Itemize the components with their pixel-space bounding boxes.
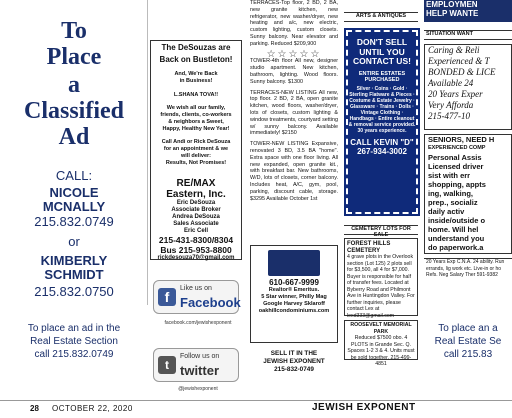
ad-line: home. Will hel bbox=[428, 225, 479, 234]
ad-paragraph bbox=[151, 139, 241, 167]
issue-date: OCTOBER 22, 2020 bbox=[52, 404, 133, 413]
ad-headline: DON'T SELL bbox=[356, 37, 408, 47]
ad-line: Very Afforda bbox=[428, 100, 474, 110]
phone-number[interactable]: 267-934-3002 bbox=[357, 146, 407, 156]
twitter-badge[interactable] bbox=[153, 348, 239, 382]
harvey-logo bbox=[268, 250, 320, 276]
real-estate-note bbox=[0, 322, 148, 372]
note-line: Real Estate Se bbox=[434, 336, 502, 347]
ad-paragraph bbox=[151, 105, 241, 133]
ad-line: in Business! bbox=[179, 78, 213, 84]
twitter-icon: t bbox=[158, 356, 176, 374]
email-link[interactable]: rickdesouza70@gmail.com bbox=[157, 255, 235, 261]
phone-number[interactable]: 215-477-10 bbox=[428, 111, 470, 121]
agent-last-name: SCHMIDT bbox=[44, 267, 104, 282]
section-header: SITUATION WANT bbox=[424, 30, 512, 40]
headline-word: To bbox=[61, 18, 87, 44]
agent-name: Eric Cell bbox=[183, 228, 208, 234]
ad-title: FOREST HILLS CEMETERY bbox=[347, 241, 391, 254]
header-line: EMPLOYMEN bbox=[426, 0, 478, 9]
footer-divider bbox=[0, 400, 512, 401]
listing-item: TOWER-NEW LISTING Expansive, renovated 3 BD, 3.5 BA "home". Extra space with one floor living. All new expanded, open granite kit., with breakfast bar. New bathrooms, W/D, lots of closets, corner balcony. Includes heat, A/C, gym, pool, parking, discount cable, storage. $3295 Available October 1st bbox=[250, 141, 338, 202]
sell-it-box bbox=[250, 350, 338, 388]
agent-first-name: NICOLE bbox=[49, 185, 99, 200]
ad-subhead: ENTIRE ESTATES bbox=[358, 70, 406, 77]
seniors-ad bbox=[424, 134, 512, 254]
facebook-url[interactable]: facebook.com/jewishexponent bbox=[164, 320, 232, 326]
ad-line: We wish all our family, bbox=[166, 105, 226, 111]
ad-line: sist with err bbox=[428, 171, 471, 180]
ad-subhead: PURCHASED bbox=[364, 77, 400, 83]
ad-list: Silver · Coins · Gold · Sterling Flatware & Pieces · Costume & Estate Jewelry · Glassware · Trains · Dolls · Vintage Clothing · Handbags · Entire cleanout & removal service provided. 30 years experience. bbox=[348, 85, 416, 134]
ad-line: understand you bbox=[428, 234, 485, 243]
facebook-label: Facebook bbox=[180, 295, 241, 310]
agent-phone[interactable]: 215.832.0750 bbox=[34, 284, 114, 299]
note-line: Real Estate Section bbox=[30, 336, 118, 347]
agent-name: Eric DeSouza bbox=[176, 200, 216, 206]
ad-line: SELL IT IN THE bbox=[270, 350, 318, 357]
remax-title: Eastern, Inc. bbox=[166, 189, 226, 200]
roosevelt-ad bbox=[344, 320, 418, 367]
ad-line: 20 Years Exper bbox=[428, 89, 483, 99]
ad-paragraph bbox=[151, 71, 241, 99]
ad-line: JEWISH EXPONENT bbox=[263, 358, 325, 365]
ad-body: Reduced $7500 obo. 4 PLOTS in Grande Sec. Q. Spaces 1-2 3 & 4. Units must be sold together. 215-499-4851 bbox=[347, 335, 415, 367]
ad-line: will deliver: bbox=[181, 153, 211, 159]
ad-headline: UNTIL YOU bbox=[359, 46, 405, 57]
note-line: call 215.832.0749 bbox=[34, 349, 114, 360]
place-ad-note bbox=[424, 322, 512, 362]
listing-item: TERRACES-Top floor, 2 BD, 2 BA, new granite kitchen, new refrigerator, new washer/dryer, new heating and a/c, new electric, custom lighting, custom closets. Sunny balcony. Near elevator and parking. Reduced $209,900 bbox=[250, 0, 338, 47]
cna-ad: 20 Years Exp C.N.A. 24 ability. Run errands, lig work etc. Live-in or ho Refs. Neg Salary Ther 591-9382 bbox=[424, 258, 512, 308]
section-header: ARTS & ANTIQUES bbox=[344, 12, 418, 22]
note-line: To place an ad in the bbox=[27, 323, 121, 334]
ad-line: shopping, appts bbox=[428, 180, 486, 189]
phone-number[interactable]: Bus 215-953-8800 bbox=[160, 245, 232, 255]
facebook-badge[interactable] bbox=[153, 280, 239, 314]
ad-line: Available 24 bbox=[428, 78, 474, 88]
caring-ad bbox=[424, 44, 512, 130]
ad-line: And, We're Back bbox=[174, 71, 218, 77]
call-label: CALL: bbox=[55, 168, 93, 183]
phone-number[interactable]: 610-667-9999 bbox=[269, 278, 319, 287]
ad-line: daily activ bbox=[428, 207, 465, 216]
ad-line: friends, clients, co-workers bbox=[160, 112, 232, 118]
twitter-handle[interactable]: @jewishexponent bbox=[178, 386, 218, 392]
facebook-caption: Like us on bbox=[180, 285, 212, 292]
ad-line: Call Andi or Rick DeSouza bbox=[161, 139, 231, 145]
ad-line: Happy, Healthy New Year! bbox=[162, 126, 230, 132]
ad-headline: CONTACT US! bbox=[353, 56, 411, 66]
ad-call: CALL KEVIN "D" bbox=[350, 137, 414, 147]
ad-line: Results, Not Promises! bbox=[165, 160, 227, 166]
remax-ad bbox=[150, 178, 242, 272]
listing-item: TOWER-4th floor All new, designer studio apartment. New kitchen, bathroom, lighting. Wood floors. Sunny balcony. $1300 bbox=[250, 58, 338, 85]
phone-number[interactable]: 215-431-8300/8304 bbox=[158, 235, 234, 245]
headline-word: Classified bbox=[23, 98, 124, 124]
agent-role: Associate Broker bbox=[171, 207, 221, 213]
ad-line: BONDED & LICE bbox=[428, 67, 496, 77]
oakhill-ad bbox=[250, 245, 338, 343]
classified-ad-panel bbox=[0, 0, 148, 305]
twitter-caption: Follow us on bbox=[180, 353, 220, 360]
ad-line: Google Harvey Sklaroff bbox=[263, 301, 325, 307]
forest-hills-ad bbox=[344, 238, 418, 319]
twitter-label: twitter bbox=[180, 363, 219, 378]
right-column bbox=[424, 0, 512, 418]
ad-line: Caring & Reli bbox=[428, 45, 480, 55]
ad-line: do paperwork.a bbox=[428, 243, 484, 252]
publication-name: JEWISH EXPONENT bbox=[312, 402, 416, 413]
real-estate-listings bbox=[250, 0, 338, 245]
ad-line: for an appointment & we bbox=[163, 146, 229, 152]
ad-body: 4 grave plots in the Overlook section (Lot 125) 2 plots sell for $3,500, all 4 for $7,000. Buyer is responsible for half of transfer fees. Located at Byberry Road and Philmont Ave in Huntingdon Valley. For further inquiries, please contact Lex at lexd333@gmail.com bbox=[347, 254, 415, 319]
note-line: call 215.83 bbox=[443, 349, 493, 360]
ad-line: ing, walking, bbox=[428, 189, 474, 198]
header-line: HELP WANTE bbox=[426, 9, 479, 18]
listing-item: TERRACES-NEW LISTING All new, top floor. 2 BD, 2 BA, open granite kitchen, wood floors, washer/dryer, lots of closets, custom lighting & window treatments, courtyard setting w/ sunny balcony. Available immediately! $2150 bbox=[250, 89, 338, 137]
ad-line: 5 Star winner, Philly Mag bbox=[261, 294, 327, 300]
ad-line: EXPERIENCED COMP bbox=[428, 145, 486, 151]
dont-sell-ad bbox=[346, 30, 418, 214]
website-link[interactable]: oakhillcondominiums.com bbox=[258, 308, 330, 314]
ad-line: & neighbors a Sweet, bbox=[168, 119, 224, 125]
remax-title: RE/MAX bbox=[176, 178, 216, 189]
or-label: or bbox=[68, 234, 80, 249]
headline-word: Ad bbox=[58, 124, 90, 150]
phone-number[interactable]: 215-832-0749 bbox=[274, 366, 314, 373]
page-number: 28 bbox=[30, 404, 39, 413]
section-header: CEMETERY LOTS FOR SALE bbox=[344, 225, 418, 235]
agent-first-name: KIMBERLY bbox=[40, 253, 108, 268]
ad-line: SENIORS, NEED H bbox=[428, 135, 495, 144]
ad-line: Personal Assis bbox=[428, 153, 482, 162]
facebook-icon: f bbox=[158, 288, 176, 306]
note-line: To place an a bbox=[438, 323, 498, 334]
ad-header: Back on Bustleton! bbox=[159, 55, 233, 64]
ad-line: Licensed driver bbox=[428, 162, 484, 171]
agent-role: Sales Associate bbox=[173, 221, 219, 227]
employment-header bbox=[424, 0, 512, 22]
ad-line: L.SHANA TOVA!! bbox=[173, 92, 219, 98]
ad-line: inside/outside o bbox=[428, 216, 486, 225]
ad-line: Experienced & T bbox=[428, 56, 490, 66]
agent-last-name: MCNALLY bbox=[42, 199, 106, 214]
ad-title: ROOSEVELT MEMORIAL PARK bbox=[350, 322, 412, 335]
headline-word: Place bbox=[46, 44, 102, 70]
agent-name: Andrea DeSouza bbox=[172, 214, 220, 220]
headline-word: a bbox=[68, 72, 80, 98]
ad-line: Realtor® Emeritus. bbox=[268, 287, 320, 293]
ad-header: The DeSouzas are bbox=[161, 43, 231, 52]
star-divider: ☆☆☆☆☆ bbox=[266, 48, 322, 60]
ad-line: prep., socializ bbox=[428, 198, 478, 207]
agent-phone[interactable]: 215.832.0749 bbox=[34, 214, 114, 229]
